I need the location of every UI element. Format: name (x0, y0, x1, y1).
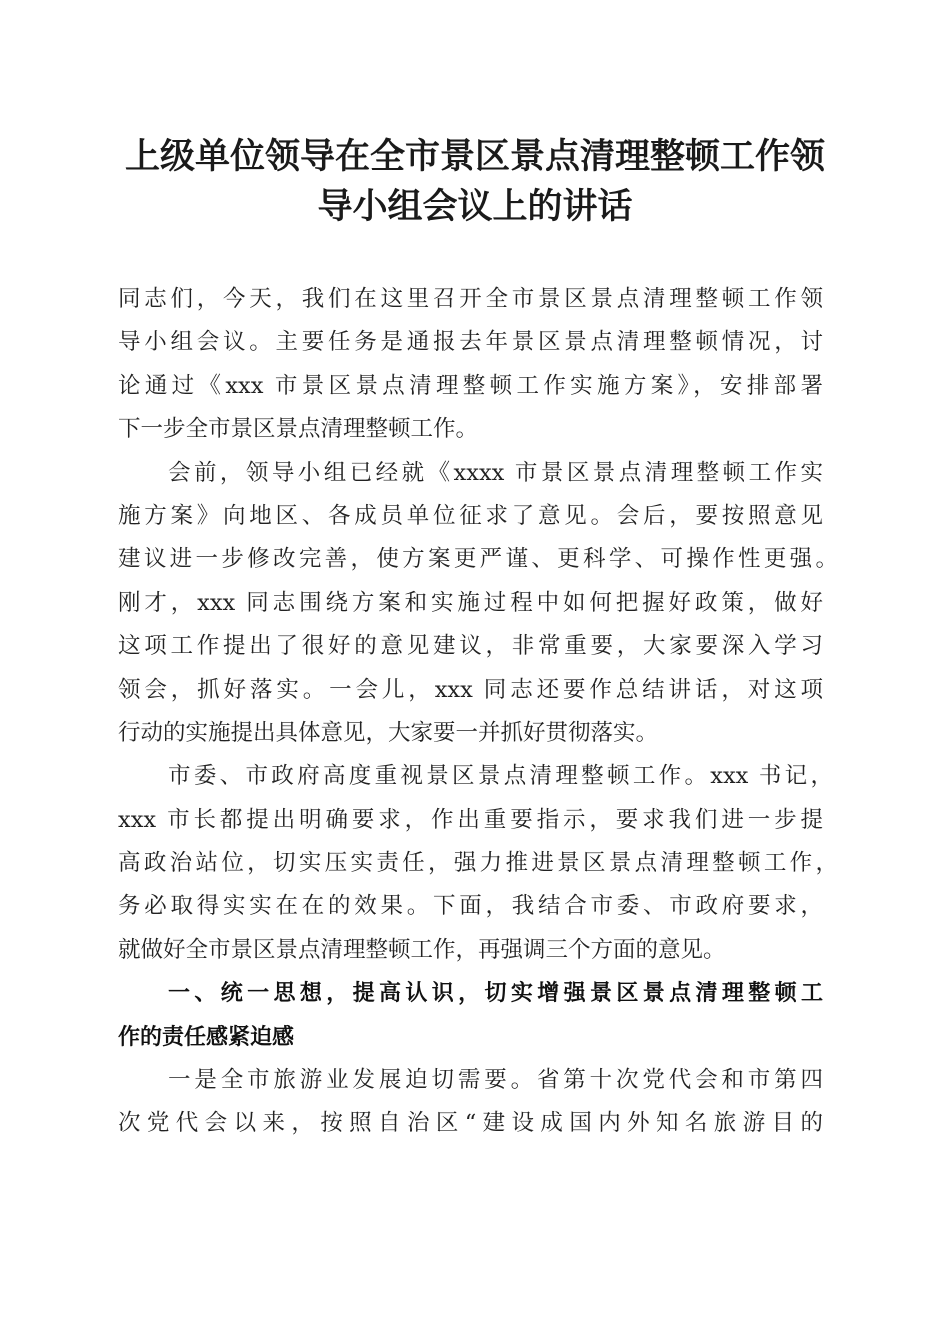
text-line: 务必取得实实在在的效果。下面，我结合市委、市政府要求， (118, 893, 823, 920)
text-line: 下一步全市景区景点清理整顿工作。 (118, 416, 479, 443)
text-line: 同志们，今天，我们在这里召开全市景区景点清理整顿工作领 (118, 286, 823, 312)
text-line: 导小组会议。主要任务是通报去年景区景点清理整顿情况，讨 (118, 329, 823, 356)
paragraph-tourism (118, 1059, 838, 1146)
document-title (100, 132, 850, 232)
text-line: 一是全市旅游业发展迫切需要。省第十次党代会和市第四 (168, 1067, 823, 1094)
text-line: 这项工作提出了很好的意见建议，非常重要，大家要深入学习 (118, 633, 823, 660)
paragraph-opening (118, 278, 838, 452)
heading-line: 作的责任感紧迫感 (118, 1024, 295, 1050)
text-line: 会前，领导小组已经就《xxxx 市景区景点清理整顿工作实 (168, 459, 823, 486)
paragraph-leadership (118, 755, 838, 972)
text-line: 领会，抓好落实。一会儿，xxx 同志还要作总结讲话，对这项 (118, 676, 823, 703)
title-line-1: 上级单位领导在全市景区景点清理整顿工作领 (124, 136, 825, 177)
text-line: 施方案》向地区、各成员单位征求了意见。会后，要按照意见 (118, 502, 823, 529)
text-line: 刚才，xxx 同志围绕方案和实施过程中如何把握好政策，做好 (118, 589, 823, 616)
paragraph-consultation (118, 452, 838, 756)
title-line-2: 导小组会议上的讲话 (317, 186, 633, 227)
heading-line: 一、统一思想，提高认识，切实增强景区景点清理整顿工 (168, 981, 823, 1007)
text-line: 建议进一步修改完善，使方案更严谨、更科学、可操作性更强。 (118, 546, 838, 573)
text-line: 次党代会以来，按照自治区“建设成国内外知名旅游目的 (118, 1110, 823, 1137)
text-line: 行动的实施提出具体意见，大家要一并抓好贯彻落实。 (118, 719, 659, 746)
text-line: 论通过《xxx 市景区景点清理整顿工作实施方案》，安排部署 (118, 372, 823, 399)
text-line: xxx 市长都提出明确要求，作出重要指示，要求我们进一步提 (118, 806, 823, 833)
document-body (118, 278, 838, 1146)
text-line: 市委、市政府高度重视景区景点清理整顿工作。xxx 书记， (168, 763, 833, 790)
text-line: 就做好全市景区景点清理整顿工作，再强调三个方面的意见。 (118, 936, 726, 963)
text-line: 高政治站位，切实压实责任，强力推进景区景点清理整顿工作， (118, 850, 838, 877)
section-heading (118, 972, 838, 1059)
